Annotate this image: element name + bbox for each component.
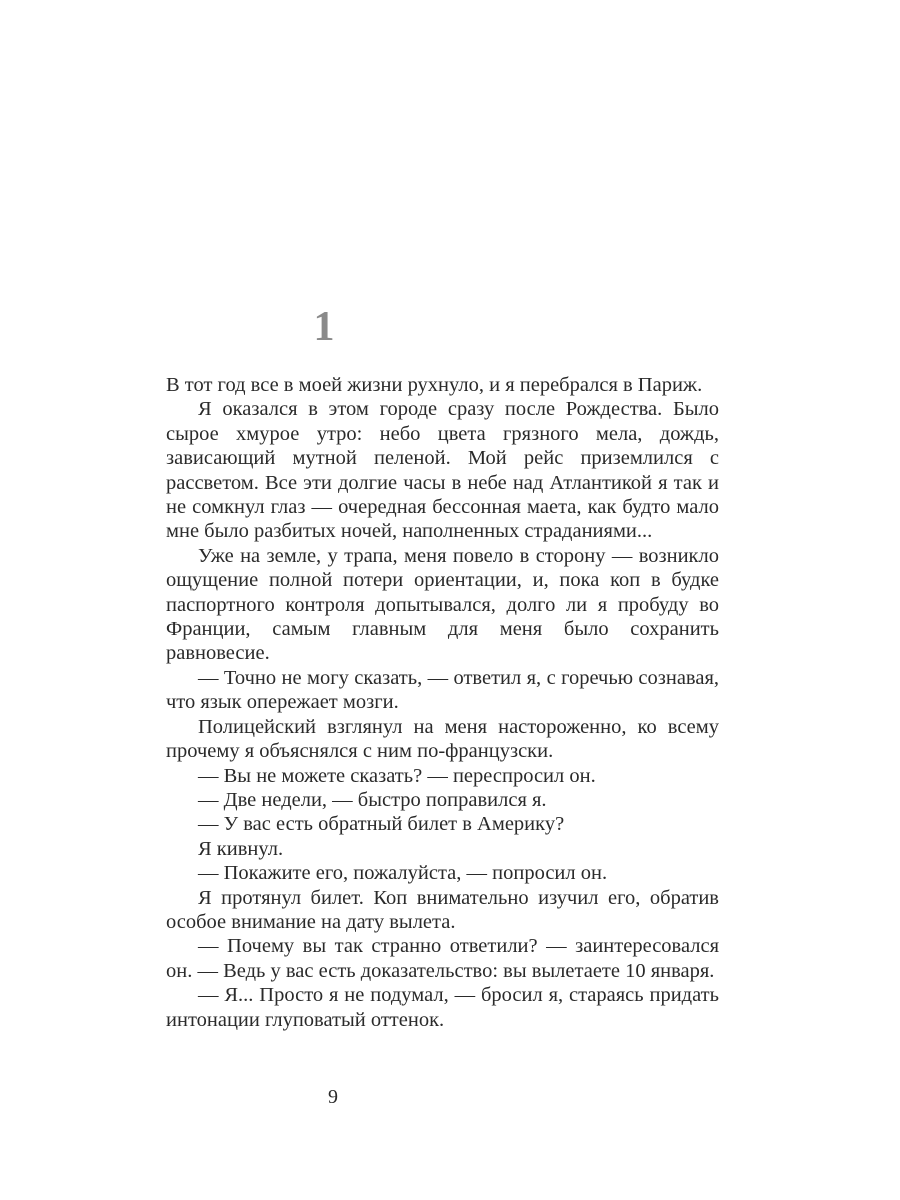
paragraph: — Вы не можете сказать? — переспросил он.: [198, 764, 596, 787]
paragraph: — Точно не могу сказать, — ответил я, с горечью сознавая, что язык опережает мозги.: [166, 666, 719, 714]
paragraph: Я кивнул.: [198, 837, 284, 860]
chapter-number: 1: [313, 304, 335, 350]
paragraph: Я оказался в этом городе сразу после Рождества. Было сырое хмурое утро: небо цвета грязного мела, дождь, зависающий мутной пеленой. Мой рейс приземлился с рассветом. Все эти долгие часы в небе над Атлантикой я так и не сомкнул глаз — очередная бессонная маета, как будто мало мне было разбитых ночей, наполненных страданиями...: [166, 398, 719, 543]
paragraph: Я протянул билет. Коп внимательно изучил его, обратив особое внимание на дату вылета.: [166, 886, 719, 933]
paragraph: Полицейский взглянул на меня настороженно, ко всему прочему я объяснялся с ним по-французски.: [166, 715, 719, 763]
paragraph: — У вас есть обратный билет в Америку?: [198, 813, 565, 836]
paragraph: В тот год все в моей жизни рухнуло, и я перебрался в Париж.: [166, 374, 703, 396]
page-number: 9: [328, 1086, 338, 1108]
body-text: [166, 373, 719, 1032]
paragraph: — Покажите его, пожалуйста, — попросил он.: [198, 862, 608, 885]
paragraph: — Почему вы так странно ответили? — заинтересовался он. — Ведь у вас есть доказательство: вы вылетаете 10 января.: [166, 935, 719, 982]
paragraph: Уже на земле, у трапа, меня повело в сторону — возникло ощущение полной потери ориентации, и, пока коп в будке паспортного контроля допытывался, долго ли я пробуду во Франции, самым главным для меня было сохранить равновесие.: [166, 544, 719, 665]
paragraph: — Две недели, — быстро поправился я.: [198, 788, 547, 811]
paragraph: — Я... Просто я не подумал, — бросил я, стараясь придать интонации глуповатый оттенок.: [166, 984, 719, 1031]
